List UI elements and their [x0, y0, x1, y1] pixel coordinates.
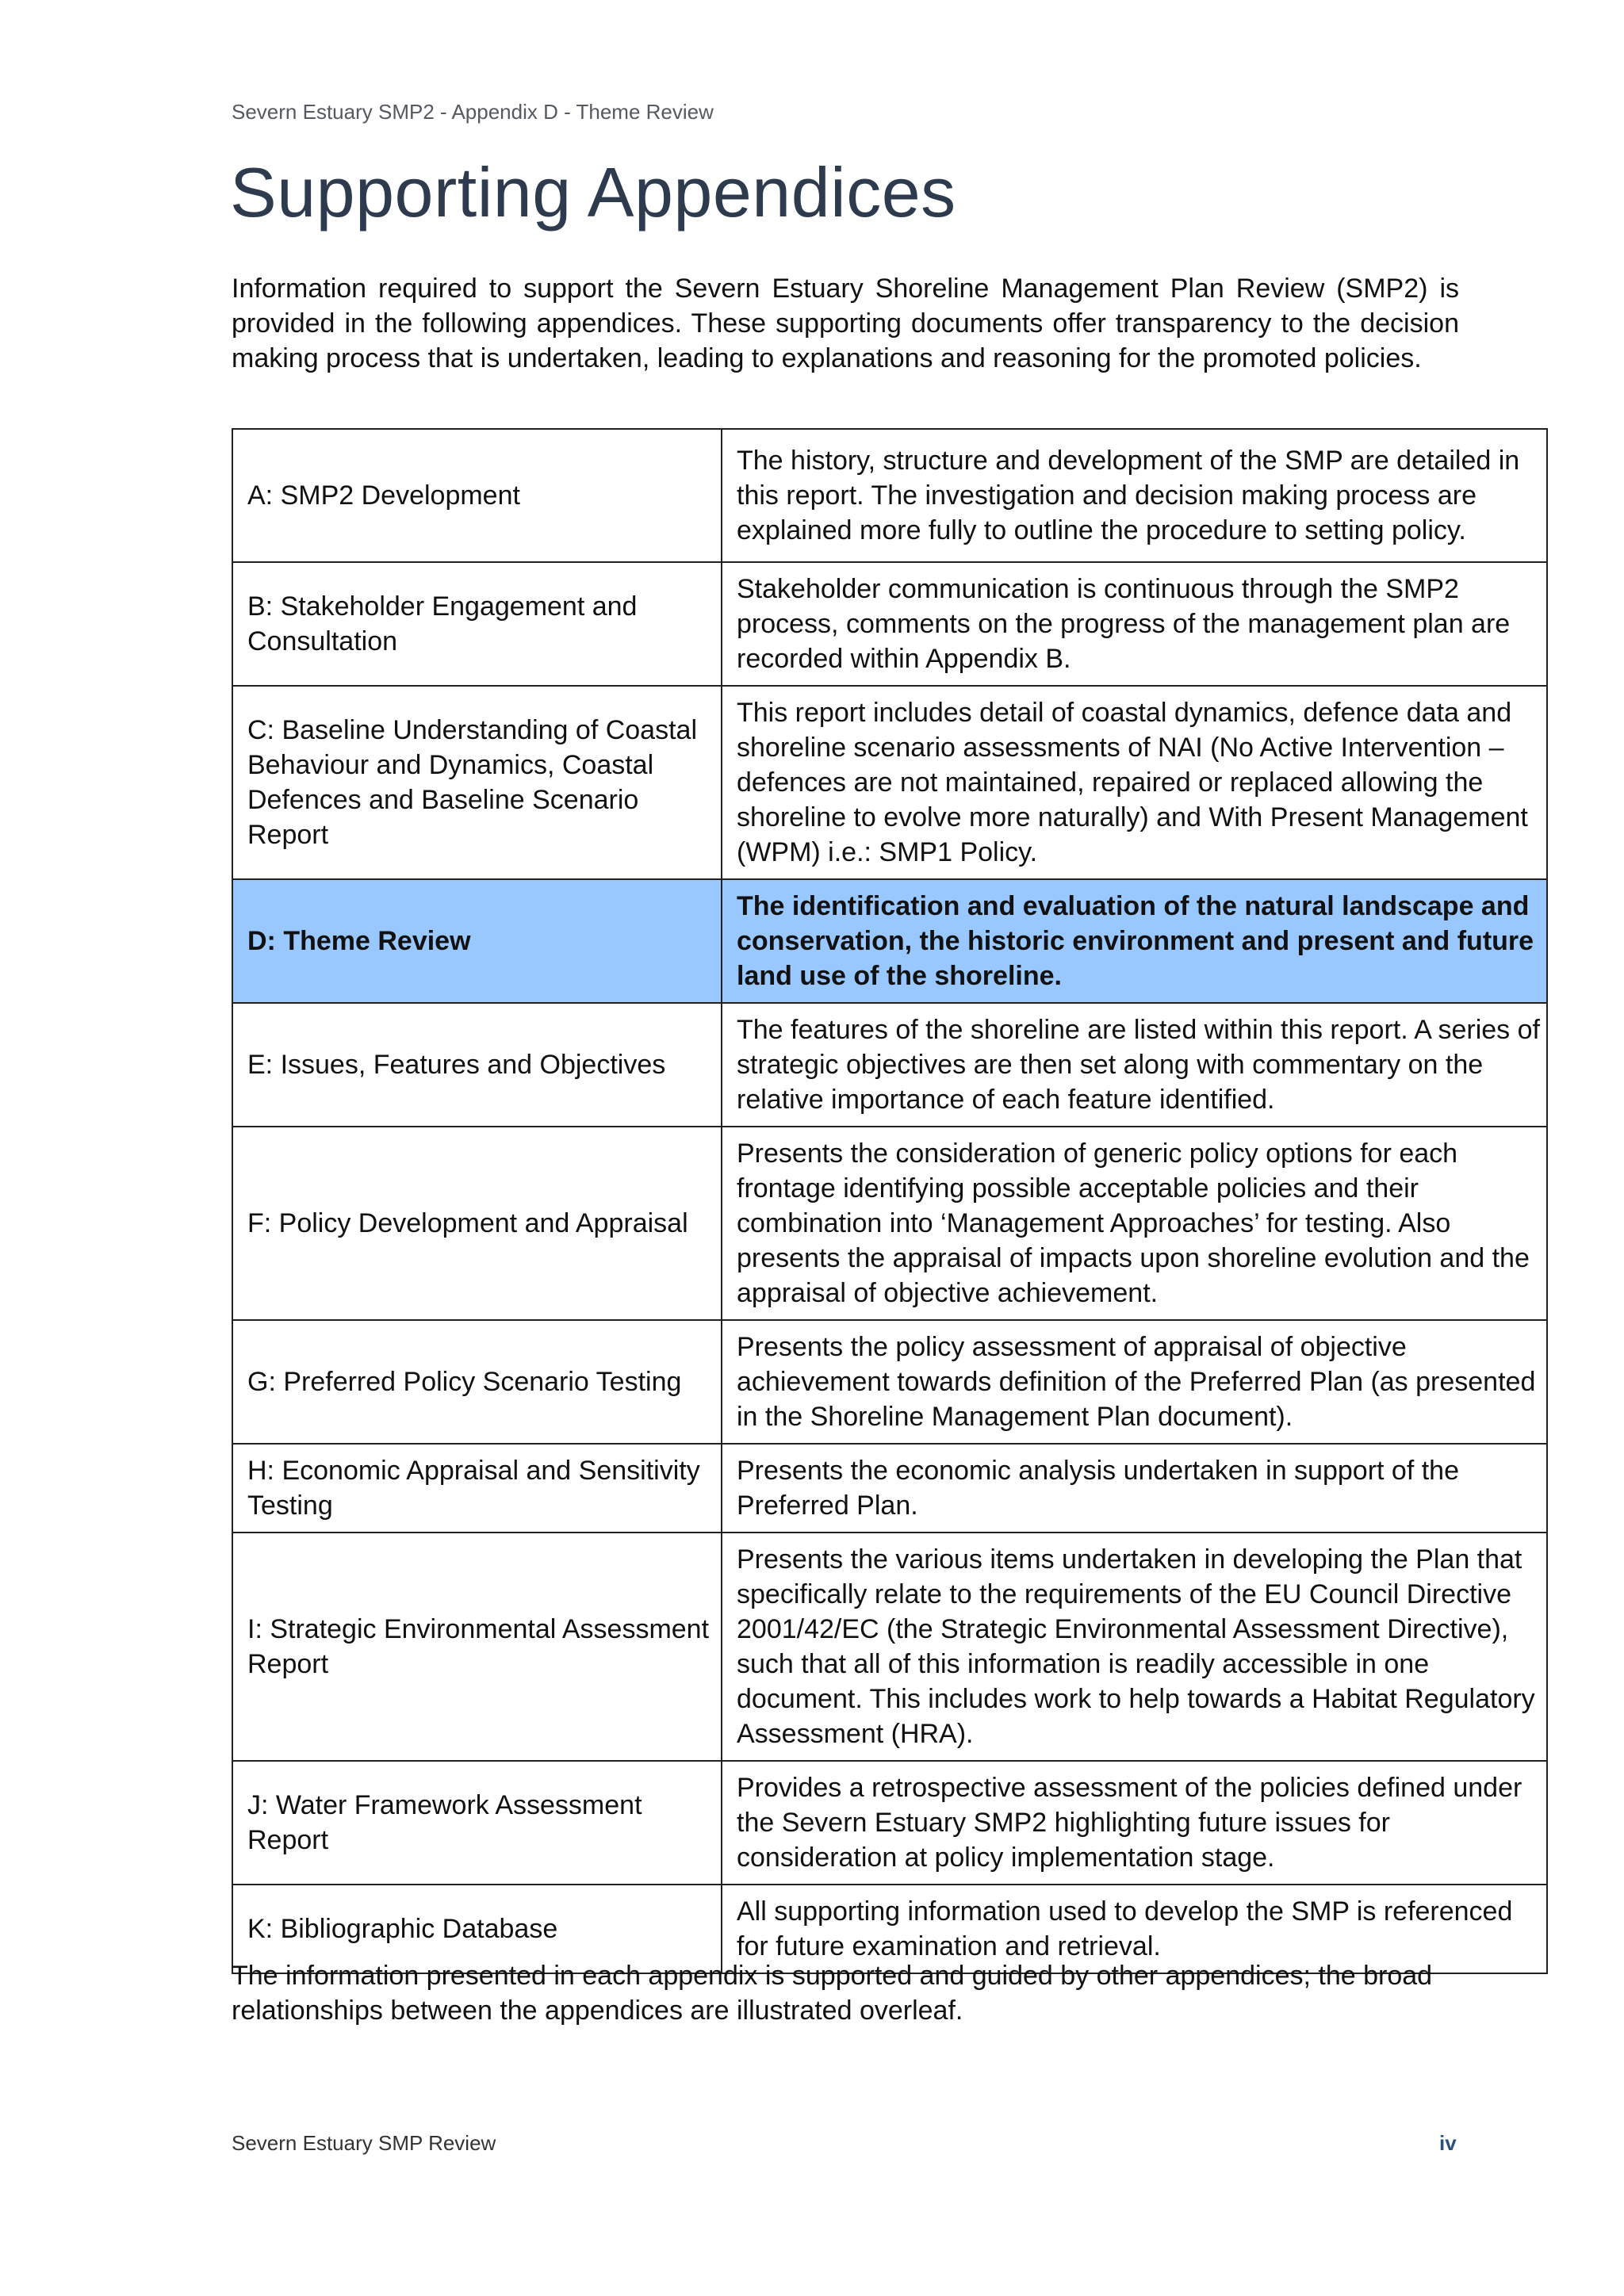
table-row	[232, 1533, 1547, 1761]
appendix-name: K: Bibliographic Database	[232, 1885, 722, 1973]
intro-paragraph: Information required to support the Severn Estuary Shoreline Management Plan Review (SMP2) is provided in the following appendices. These supporting documents offer transparency to the decision making process that is undertaken, leading to explanations and reasoning for the promoted policies.	[232, 274, 1459, 373]
appendix-name: D: Theme Review	[232, 879, 722, 1003]
closing-paragraph: The information presented in each appendix is supported and guided by other appendices; the broad relationships between the appendices are illustrated overleaf.	[232, 1961, 1433, 2026]
appendix-description: The features of the shoreline are listed within this report. A series of strategic objectives are then set along with commentary on the relative importance of each feature identified.	[722, 1003, 1547, 1127]
appendix-description: This report includes detail of coastal dynamics, defence data and shoreline scenario assessments of NAI (No Active Intervention – defences are not maintained, repaired or replaced allowing the shoreline to evolve more naturally) and With Present Management (WPM) i.e.: SMP1 Policy.	[722, 686, 1547, 879]
appendix-name: H: Economic Appraisal and Sensitivity Testing	[232, 1444, 722, 1533]
appendix-name: E: Issues, Features and Objectives	[232, 1003, 722, 1127]
appendix-name: A: SMP2 Development	[232, 429, 722, 562]
appendix-name: B: Stakeholder Engagement and Consultation	[232, 562, 722, 686]
running-header: Severn Estuary SMP2 - Appendix D - Theme Review	[232, 100, 714, 124]
footer-document-title: Severn Estuary SMP Review	[232, 2131, 496, 2155]
table-row	[232, 686, 1547, 879]
appendix-description: Presents the policy assessment of appraisal of objective achievement towards definition of the Preferred Plan (as presented in the Shoreline Management Plan document).	[722, 1320, 1547, 1444]
page-number: iv	[1439, 2131, 1457, 2155]
appendix-description: The history, structure and development of the SMP are detailed in this report. The investigation and decision making process are explained more fully to outline the procedure to setting policy.	[722, 429, 1547, 562]
appendix-name: J: Water Framework Assessment Report	[232, 1761, 722, 1885]
table-row	[232, 1761, 1547, 1885]
table-row	[232, 1003, 1547, 1127]
table-row-highlighted	[232, 879, 1547, 1003]
appendix-description: The identification and evaluation of the natural landscape and conservation, the historic environment and present and future land use of the shoreline.	[722, 879, 1547, 1003]
page-title: Supporting Appendices	[230, 153, 956, 232]
table-row	[232, 1320, 1547, 1444]
table-row	[232, 1127, 1547, 1320]
table-row	[232, 562, 1547, 686]
appendix-description: Stakeholder communication is continuous through the SMP2 process, comments on the progress of the management plan are recorded within Appendix B.	[722, 562, 1547, 686]
table-row	[232, 1444, 1547, 1533]
appendix-description: Presents the economic analysis undertaken in support of the Preferred Plan.	[722, 1444, 1547, 1533]
appendix-table	[232, 428, 1548, 1974]
appendix-name: G: Preferred Policy Scenario Testing	[232, 1320, 722, 1444]
appendix-name: C: Baseline Understanding of Coastal Behaviour and Dynamics, Coastal Defences and Baseline Scenario Report	[232, 686, 722, 879]
appendix-description: Presents the various items undertaken in developing the Plan that specifically relate to the requirements of the EU Council Directive 2001/42/EC (the Strategic Environmental Assessment Directive), such that all of this information is readily accessible in one document. This includes work to help towards a Habitat Regulatory Assessment (HRA).	[722, 1533, 1547, 1761]
appendix-description: Provides a retrospective assessment of the policies defined under the Severn Estuary SMP2 highlighting future issues for consideration at policy implementation stage.	[722, 1761, 1547, 1885]
appendix-description: Presents the consideration of generic policy options for each frontage identifying possible acceptable policies and their combination into ‘Management Approaches’ for testing. Also presents the appraisal of impacts upon shoreline evolution and the appraisal of objective achievement.	[722, 1127, 1547, 1320]
table-row	[232, 429, 1547, 562]
appendix-name: I: Strategic Environmental Assessment Report	[232, 1533, 722, 1761]
appendix-name: F: Policy Development and Appraisal	[232, 1127, 722, 1320]
appendix-description: All supporting information used to develop the SMP is referenced for future examination and retrieval.	[722, 1885, 1547, 1973]
